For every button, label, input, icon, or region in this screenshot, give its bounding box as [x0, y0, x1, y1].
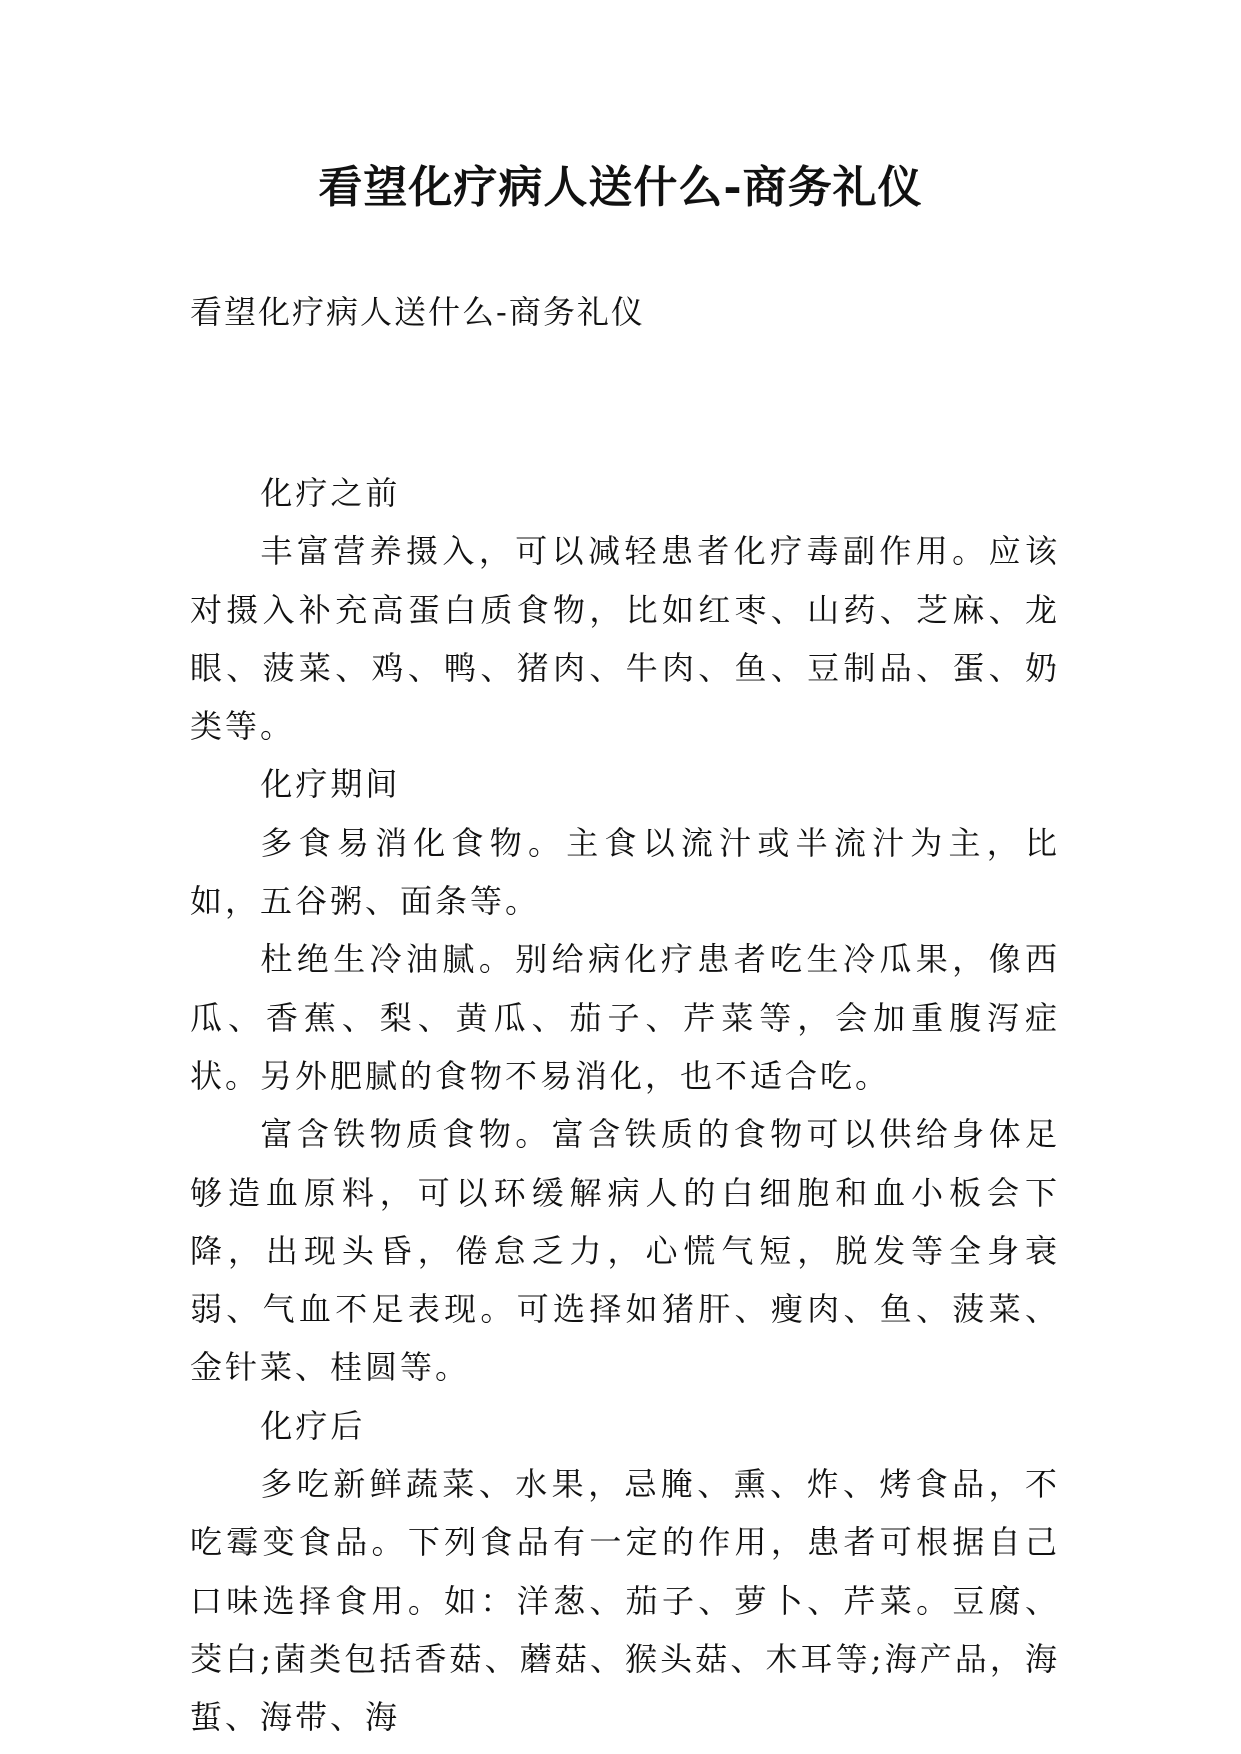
document-body [190, 464, 1060, 1747]
paragraph: 多吃新鲜蔬菜、水果，忌腌、熏、炸、烤食品，不吃霉变食品。下列食品有一定的作用，患者可根据自己口味选择食用。如：洋葱、茄子、萝卜、芹菜。豆腐、茭白;菌类包括香菇、蘑菇、猴头菇、木耳等;海产品，海蜇、海带、海 [190, 1465, 1060, 1737]
paragraph: 杜绝生冷油腻。别给病化疗患者吃生冷瓜果，像西瓜、香蕉、梨、黄瓜、茄子、芹菜等，会加重腹泻症状。另外肥腻的食物不易消化，也不适合吃。 [190, 940, 1060, 1095]
heading-after-chemo: 化疗后 [260, 1406, 366, 1445]
document-subtitle: 看望化疗病人送什么-商务礼仪 [190, 293, 645, 331]
heading-before-chemo: 化疗之前 [260, 474, 401, 512]
paragraph: 丰富营养摄入，可以减轻患者化疗毒副作用。应该对摄入补充高蛋白质食物，比如红枣、山药、芝麻、龙眼、菠菜、鸡、鸭、猪肉、牛肉、鱼、豆制品、蛋、奶类等。 [190, 532, 1060, 746]
paragraph: 多食易消化食物。主食以流汁或半流汁为主，比如，五谷粥、面条等。 [190, 823, 1060, 921]
paragraph: 富含铁物质食物。富含铁质的食物可以供给身体足够造血原料，可以环缓解病人的白细胞和血小板会下降，出现头昏，倦怠乏力，心慌气短，脱发等全身衰弱、气血不足表现。可选择如猪肝、瘦肉、鱼、菠菜、金针菜、桂圆等。 [190, 1115, 1060, 1387]
document-title: 看望化疗病人送什么-商务礼仪 [318, 162, 923, 213]
heading-during-chemo: 化疗期间 [260, 765, 401, 804]
